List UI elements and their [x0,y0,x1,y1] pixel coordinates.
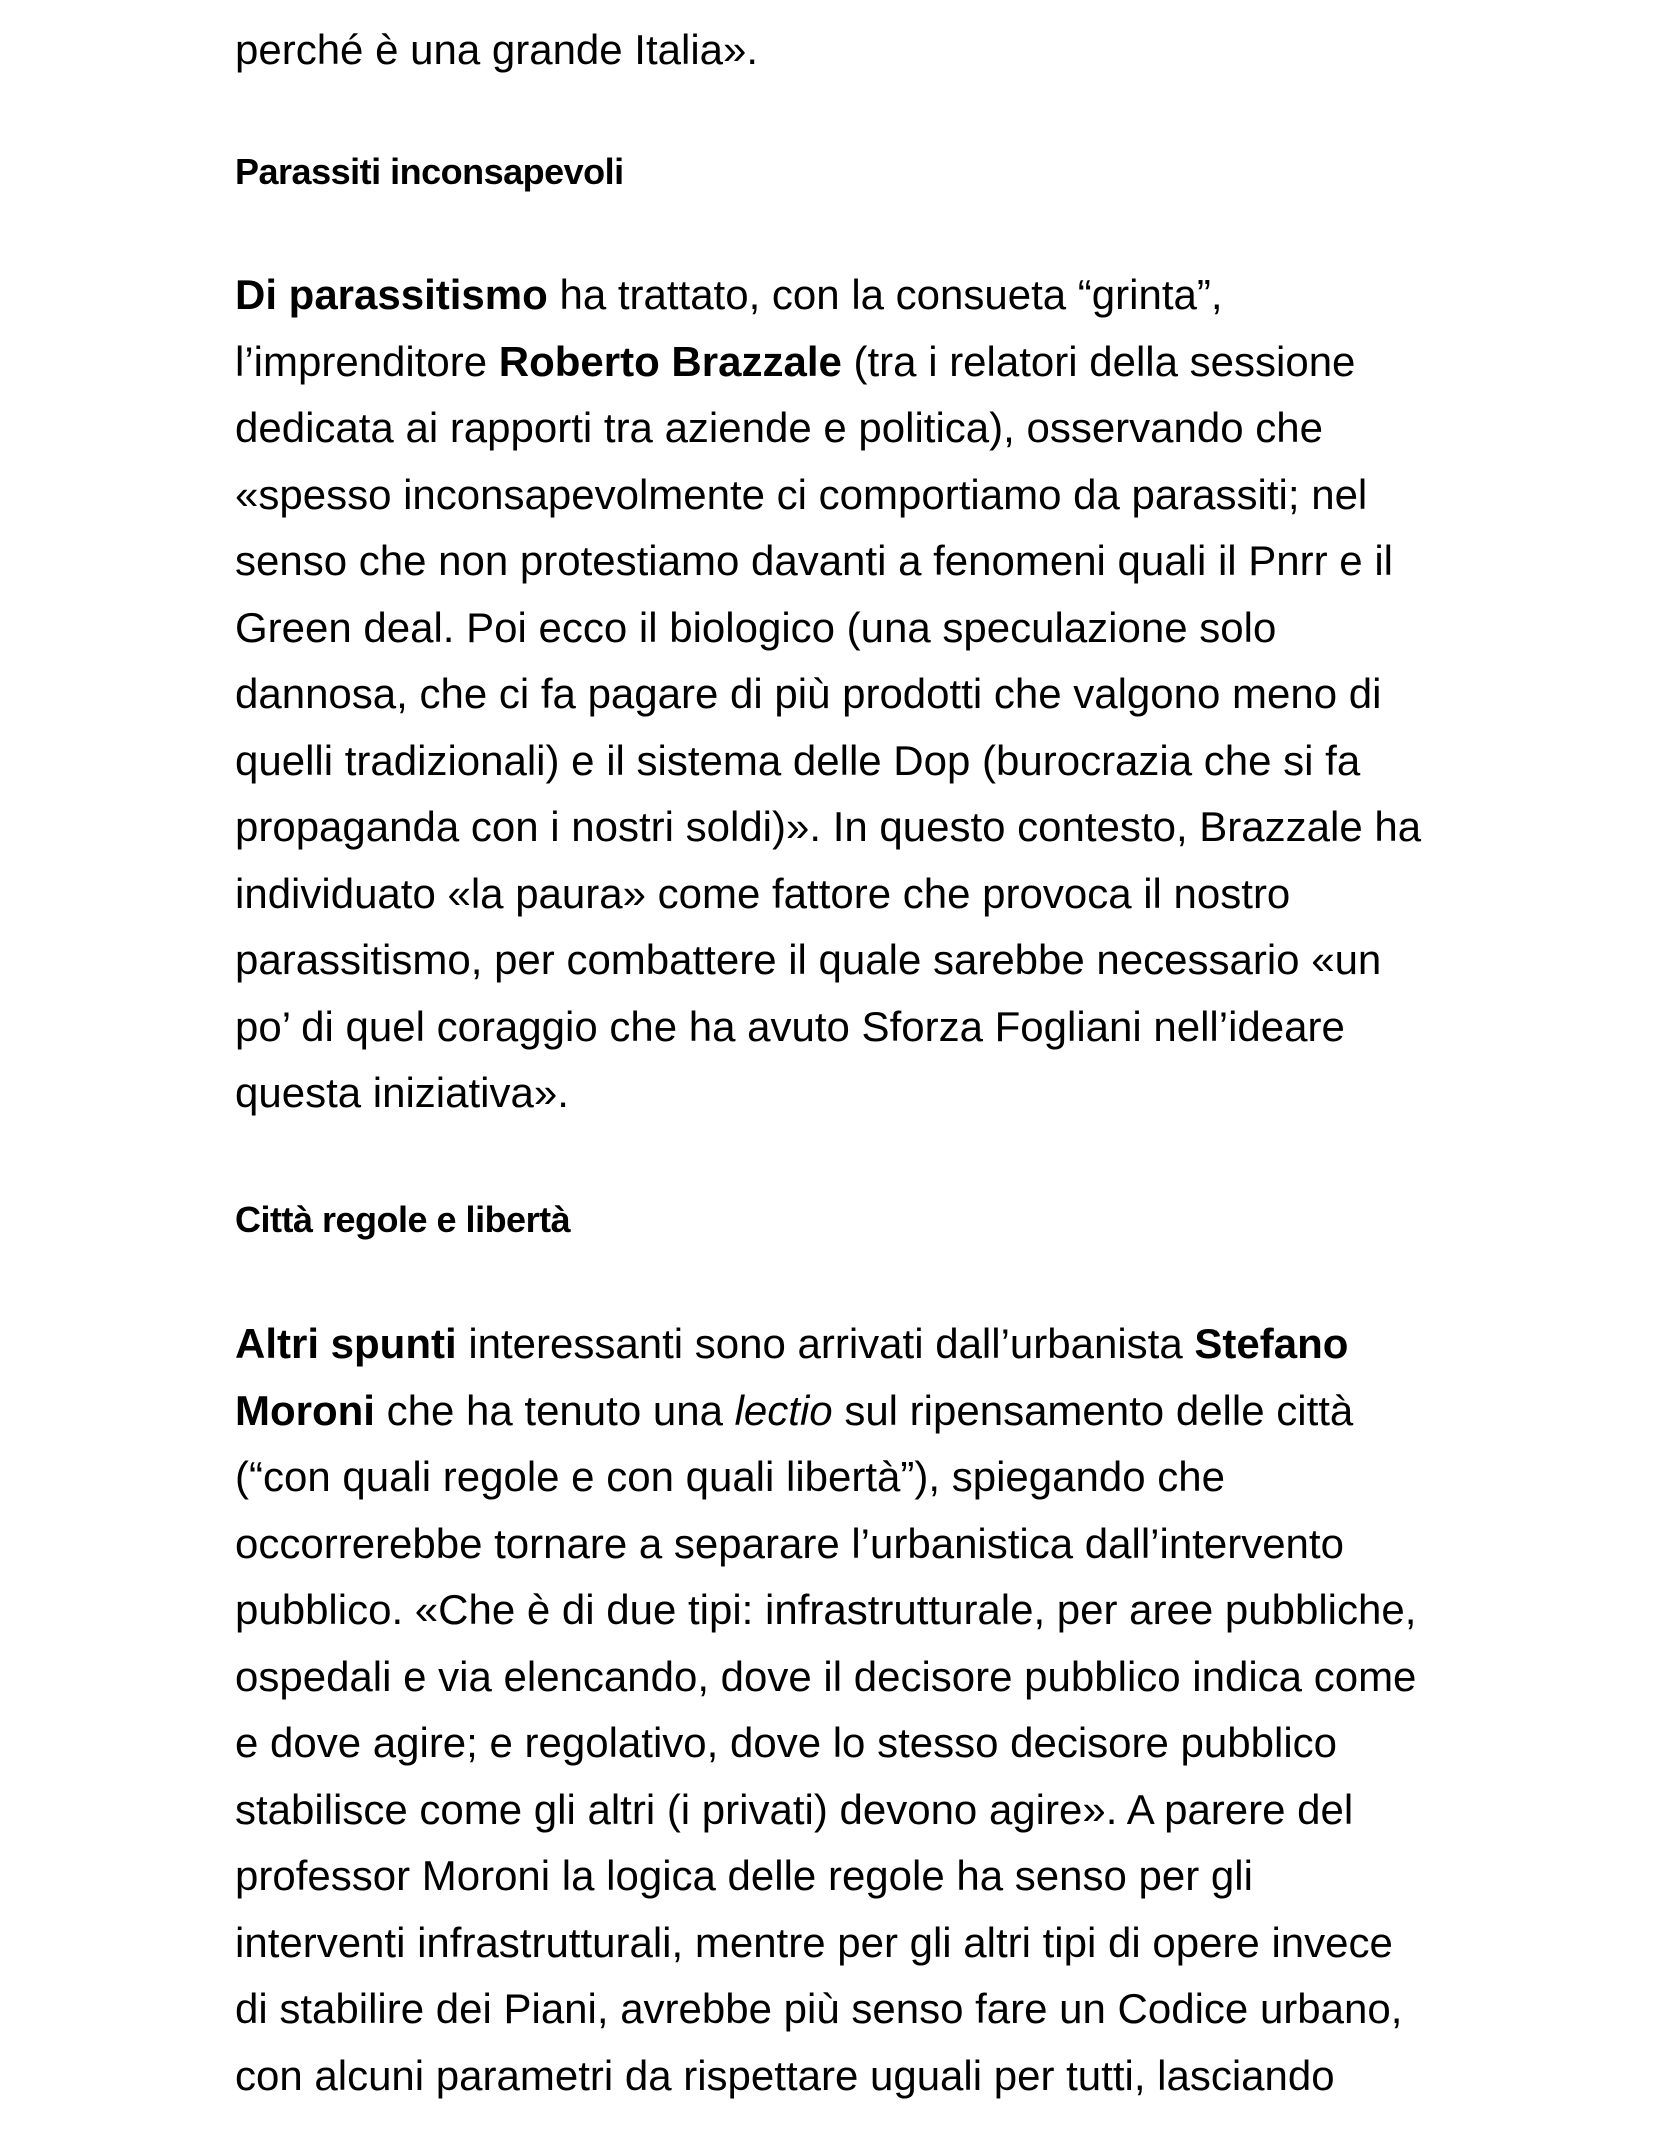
text-line [235,1311,1416,1378]
text-run: «spesso inconsapevolmente ci comportiamo da parassiti; nel [235,470,1368,518]
text-run: ha trattato, con la consueta “grinta”, [547,271,1223,318]
bold-text-run: Moroni [235,1386,375,1434]
text-run: dedicata ai rapporti tra aziende e politica), osservando che [235,404,1323,451]
text-line [235,1910,1416,1977]
text-run: perché è una grande Italia». [235,26,759,73]
text-run: di stabilire dei Piani, avrebbe più senso fare un Codice urbano, [235,1985,1403,2032]
text-run: individuato «la paura» come fattore che provoca il nostro [235,869,1291,917]
text-run: propaganda con i nostri soldi)». In questo contesto, Brazzale ha [235,803,1422,850]
text-line [235,1976,1416,2043]
text-line [235,661,1421,728]
bold-text-run: Stefano [1194,1320,1349,1367]
text-line [235,1777,1416,1844]
bold-text-run: Di parassitismo [235,271,548,318]
text-line [235,395,1421,462]
text-run: interessanti sono arrivati dall’urbanista [456,1320,1195,1367]
text-line [235,1577,1416,1644]
text-run: occorrerebbe tornare a separare l’urbanistica dall’intervento [235,1519,1344,1567]
text-line [235,1378,1416,1445]
text-run: parassitismo, per combattere il quale sarebbe necessario «un [235,936,1382,983]
text-line [235,1511,1416,1578]
text-line [235,1843,1416,1910]
text-run: (“con quali regole e con quali libertà”), spiegando che [235,1453,1225,1500]
italic-text-run: lectio [734,1386,833,1434]
text-run: sul ripensamento delle città [832,1386,1354,1434]
text-line [235,17,758,84]
text-run: quelli tradizionali) e il sistema delle Dop (burocrazia che si fa [235,736,1361,784]
text-run: Green deal. Poi ecco il biologico (una speculazione solo [235,603,1277,651]
text-line [235,794,1421,861]
text-line [235,1060,1421,1127]
text-run: stabilisce come gli altri (i privati) devono agire». A parere del [235,1785,1354,1833]
text-line [235,927,1421,994]
text-line [235,1644,1416,1711]
text-run: ospedali e via elencando, dove il decisore pubblico indica come [235,1652,1417,1700]
text-line [235,528,1421,595]
text-run: che ha tenuto una [374,1386,735,1434]
text-line [235,1444,1416,1511]
bold-text-run: Altri spunti [235,1320,457,1367]
text-run: pubblico. «Che è di due tipi: infrastrutturale, per aree pubbliche, [235,1586,1417,1633]
text-run: e dove agire; e regolativo, dove lo stesso decisore pubblico [235,1719,1338,1766]
text-run: l’imprenditore [235,337,499,385]
section-heading-citta: Città regole e libertà [235,1199,571,1240]
text-run: (tra i relatori della sessione [841,337,1356,385]
paragraph-parassitismo [235,262,1421,1127]
bold-text-run: Roberto Brazzale [498,337,842,385]
paragraph-moroni [235,1311,1416,2109]
text-line [235,262,1421,329]
text-run: senso che non protestiamo davanti a fenomeni quali il Pnrr e il [235,537,1393,584]
text-run: questa iniziativa». [235,1069,569,1116]
text-line [235,462,1421,529]
paragraph-fragment-italia [235,17,758,84]
text-run: professor Moroni la logica delle regole ha senso per gli [235,1852,1253,1899]
text-line [235,1710,1416,1777]
text-run: po’ di quel coraggio che ha avuto Sforza Fogliani nell’ideare [235,1002,1345,1050]
text-line [235,329,1421,396]
section-heading-parassiti: Parassiti inconsapevoli [235,151,624,192]
text-line [235,861,1421,928]
text-run: interventi infrastrutturali, mentre per gli altri tipi di opere invece [235,1918,1393,1966]
text-line [235,595,1421,662]
text-line [235,728,1421,795]
text-line [235,2043,1416,2110]
text-run: con alcuni parametri da rispettare uguali per tutti, lasciando [235,2051,1335,2099]
text-run: dannosa, che ci fa pagare di più prodotti che valgono meno di [235,670,1382,717]
text-line [235,994,1421,1061]
